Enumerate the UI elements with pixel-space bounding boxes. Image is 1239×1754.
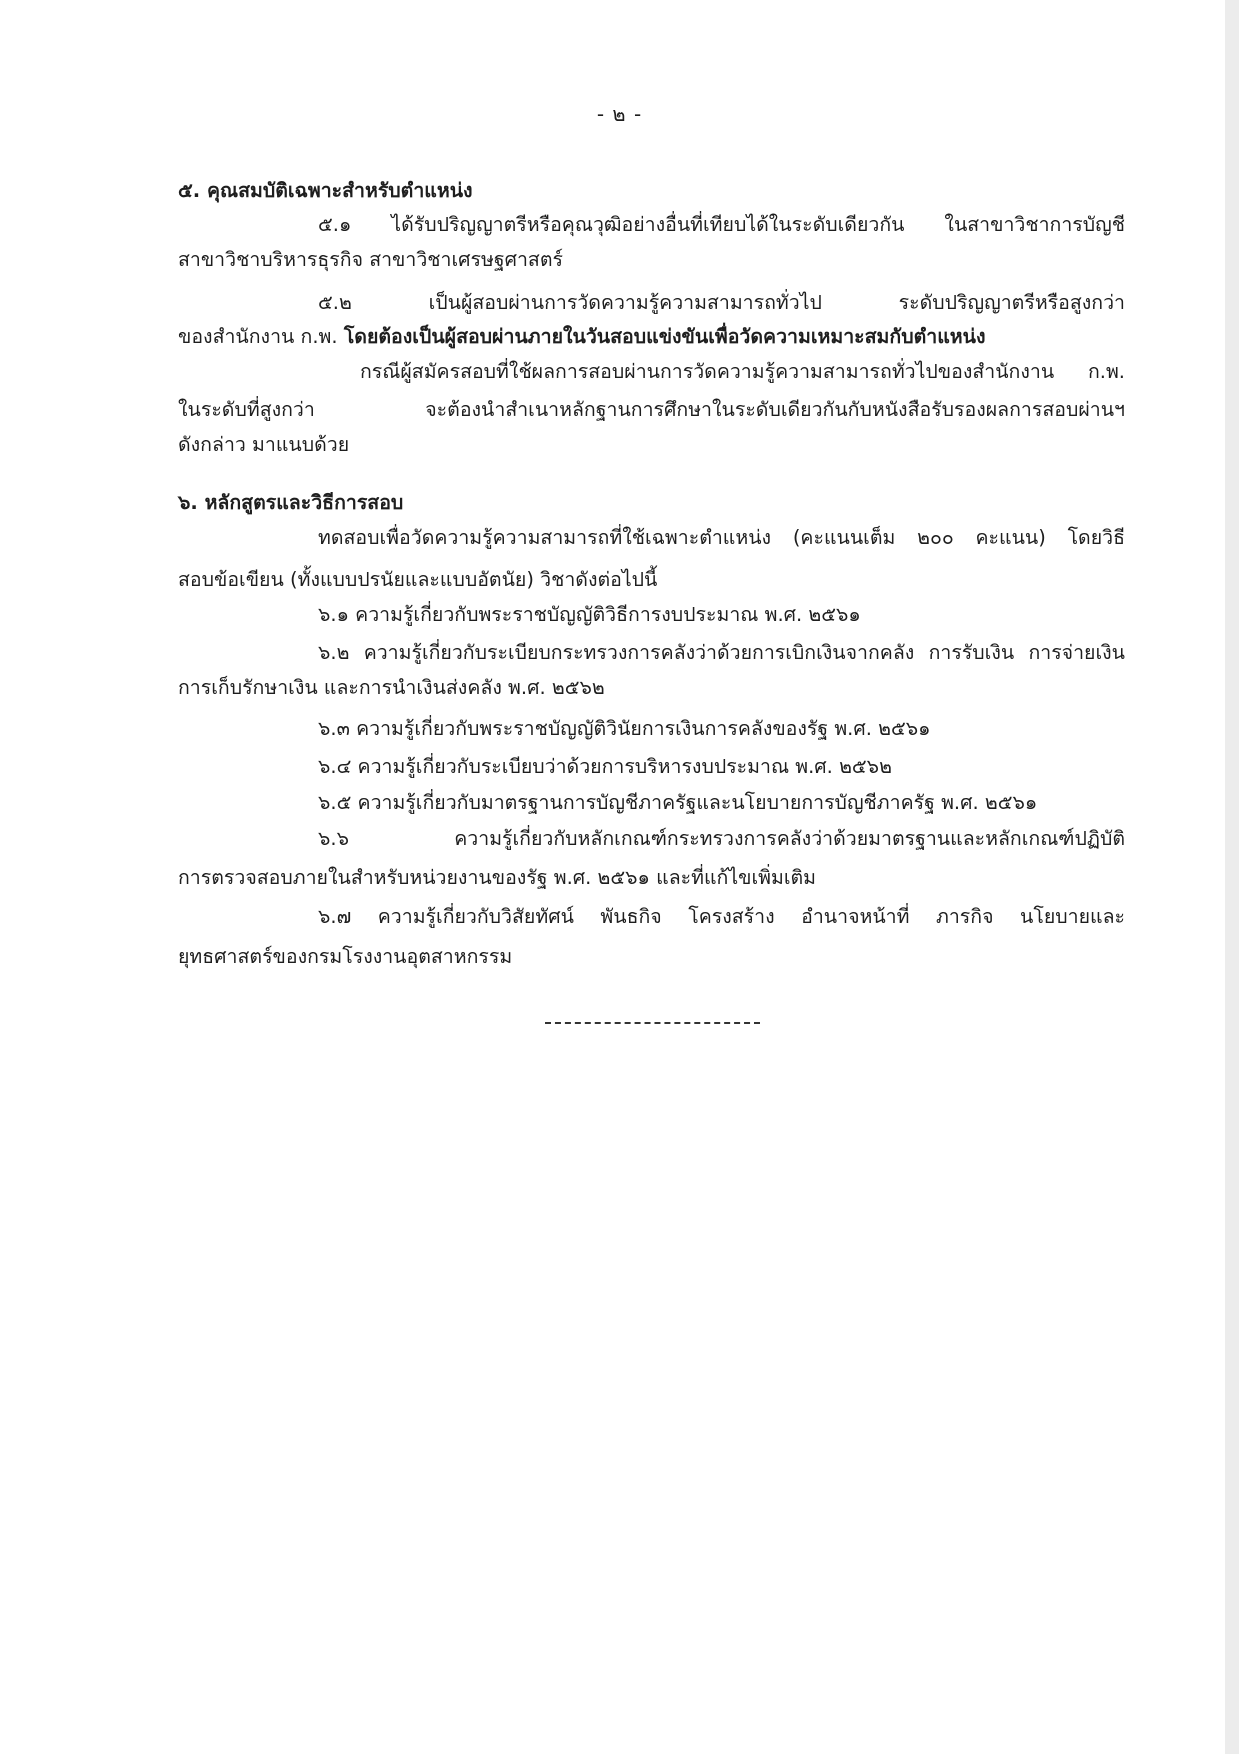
- s5-2-line2-normal: ของสำนักงาน ก.พ.: [178, 325, 338, 348]
- s6-intro-line1: ทดสอบเพื่อวัดความรู้ความสามารถที่ใช้เฉพาะตำแหน่ง (คะแนนเต็ม ๒๐๐ คะแนน) โดยวิธี: [318, 526, 1125, 549]
- s6-item-4: ๖.๔ ความรู้เกี่ยวกับระเบียบว่าด้วยการบริหารงบประมาณ พ.ศ. ๒๕๖๒: [318, 755, 892, 778]
- s5-2-line2: [178, 320, 985, 354]
- s6-item-6-line2: การตรวจสอบภายในสำหรับหน่วยงานของรัฐ พ.ศ. ๒๕๖๑ และที่แก้ไขเพิ่มเติม: [178, 866, 817, 889]
- s5-3-line1: กรณีผู้สมัครสอบที่ใช้ผลการสอบผ่านการวัดความรู้ความสามารถทั่วไปของสำนักงาน ก.พ.: [360, 360, 1125, 383]
- s5-2-line1: ๕.๒ เป็นผู้สอบผ่านการวัดความรู้ความสามารถทั่วไป ระดับปริญญาตรีหรือสูงกว่า: [318, 291, 1125, 314]
- s6-intro-line2: สอบข้อเขียน (ทั้งแบบปรนัยและแบบอัตนัย) วิชาดังต่อไปนี้: [178, 568, 658, 591]
- s6-item-3: ๖.๓ ความรู้เกี่ยวกับพระราชบัญญัติวินัยการเงินการคลังของรัฐ พ.ศ. ๒๕๖๑: [318, 717, 931, 740]
- s6-item-6-line1: ๖.๖ ความรู้เกี่ยวกับหลักเกณฑ์กระทรวงการคลังว่าด้วยมาตรฐานและหลักเกณฑ์ปฏิบัติ: [318, 827, 1125, 850]
- s6-item-1: ๖.๑ ความรู้เกี่ยวกับพระราชบัญญัติวิธีการงบประมาณ พ.ศ. ๒๕๖๑: [318, 603, 861, 626]
- section-5-heading: ๕. คุณสมบัติเฉพาะสำหรับตำแหน่ง: [178, 179, 473, 202]
- s5-3-line3: ดังกล่าว มาแนบด้วย: [178, 433, 350, 456]
- s6-item-2-line1: ๖.๒ ความรู้เกี่ยวกับระเบียบกระทรวงการคลังว่าด้วยการเบิกเงินจากคลัง การรับเงิน การจ่ายเงิน: [318, 641, 1125, 664]
- scan-edge: [1225, 0, 1239, 1754]
- section-6-heading: ๖. หลักสูตรและวิธีการสอบ: [178, 491, 404, 514]
- s5-1-line2: สาขาวิชาบริหารธุรกิจ สาขาวิชาเศรษฐศาสตร์: [178, 248, 563, 271]
- s6-item-5: ๖.๕ ความรู้เกี่ยวกับมาตรฐานการบัญชีภาครัฐและนโยบายการบัญชีภาครัฐ พ.ศ. ๒๕๖๑: [318, 791, 1038, 814]
- page-number: - ๒ -: [596, 102, 643, 126]
- s6-item-7-line1: ๖.๗ ความรู้เกี่ยวกับวิสัยทัศน์ พันธกิจ โครงสร้าง อำนาจหน้าที่ ภารกิจ นโยบายและ: [318, 905, 1125, 928]
- end-divider: [545, 1022, 760, 1024]
- s5-3-line2: ในระดับที่สูงกว่า จะต้องนำสำเนาหลักฐานการศึกษาในระดับเดียวกันกับหนังสือรับรองผลการสอบผ่านฯ: [178, 398, 1125, 421]
- s5-2-line2-bold: โดยต้องเป็นผู้สอบผ่านภายในวันสอบแข่งขันเพื่อวัดความเหมาะสมกับตำแหน่ง: [343, 325, 986, 348]
- s6-item-7-line2: ยุทธศาสตร์ของกรมโรงงานอุตสาหกรรม: [178, 945, 513, 968]
- s6-item-2-line2: การเก็บรักษาเงิน และการนำเงินส่งคลัง พ.ศ. ๒๕๖๒: [178, 676, 605, 699]
- s5-1-line1: ๕.๑ ได้รับปริญญาตรีหรือคุณวุฒิอย่างอื่นที่เทียบได้ในระดับเดียวกัน ในสาขาวิชาการบัญชี: [318, 213, 1125, 236]
